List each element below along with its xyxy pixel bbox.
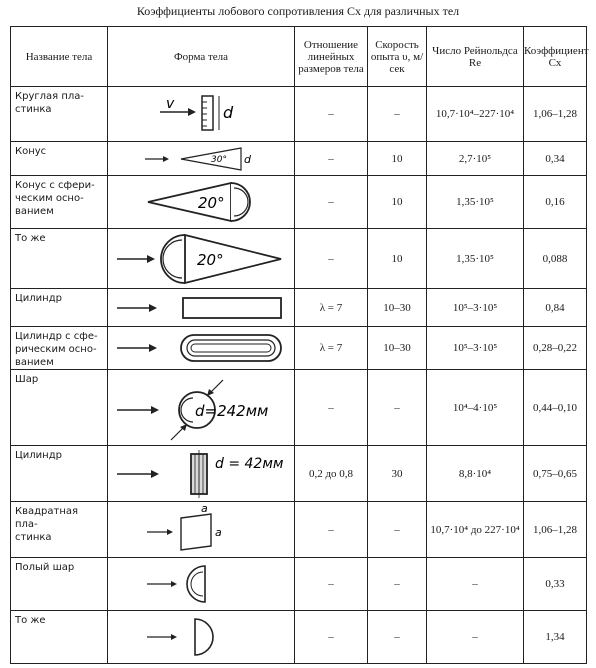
hollow-hemisphere-reversed-drawing [141,613,261,661]
angle-label: 20° [197,250,224,269]
cx-cell: 1,06–1,28 [524,87,587,142]
flow-arrowhead [151,406,159,414]
body-shape [108,87,295,142]
hollow-hemisphere-drawing [141,560,261,608]
flow-arrowhead [188,108,196,116]
diameter-label: d [244,152,251,166]
table-row [11,87,587,142]
plate [202,96,213,130]
body-shape [108,370,295,446]
header-name: Название тела [11,27,108,87]
ratio-cell: λ = 7 [295,327,368,370]
cx-cell: 0,34 [524,142,587,176]
ratio-cell: – [295,176,368,229]
cone-drawing [141,145,261,173]
table-row [11,229,587,289]
side-label: a [201,503,208,515]
table-row [11,502,587,558]
hollow-hemisphere [187,566,205,602]
angle-label: 30° [211,154,227,165]
body-name: Шар [11,370,108,446]
short-cylinder-drawing [111,448,291,500]
flow-arrowhead [171,634,177,640]
flow-arrowhead [151,470,159,478]
table-row [11,558,587,611]
cx-cell: 0,84 [524,289,587,327]
ratio-cell: – [295,611,368,664]
body-name: Круглая пла- стинка [11,87,108,142]
reynolds-cell: 1,35·10⁵ [427,176,524,229]
body-name: То же [11,229,108,289]
body-shape [108,611,295,664]
speed-cell: 10–30 [368,327,427,370]
cx-cell: 0,16 [524,176,587,229]
table-row [11,370,587,446]
reynolds-cell: – [427,558,524,611]
body-name: Квадратная пла- стинка [11,502,108,558]
table-row [11,289,587,327]
header-speed: Скорость опыта υ, м/сек [368,27,427,87]
body-name: Полый шар [11,558,108,611]
reynolds-cell: 2,7·10⁵ [427,142,524,176]
header-reynolds: Число Рейнольдса Re [427,27,524,87]
flow-arrowhead [149,304,157,312]
flow-arrowhead [171,581,177,587]
diameter-label: d = 42мм [215,455,284,472]
sphere-drawing [111,372,291,444]
body-shape [108,142,295,176]
side-label: a [215,525,222,539]
flow-arrowhead [149,344,157,352]
ratio-cell: – [295,87,368,142]
reynolds-cell: 1,35·10⁵ [427,229,524,289]
ratio-cell: 0,2 до 0,8 [295,446,368,502]
cone-spherical-base-drawing [136,179,266,225]
angle-label: 20° [198,194,225,212]
square-plate [181,514,211,550]
ratio-cell: – [295,229,368,289]
ratio-cell: – [295,370,368,446]
table-row [11,611,587,664]
cx-cell: 1,06–1,28 [524,502,587,558]
speed-cell: 10 [368,142,427,176]
speed-cell: 10 [368,176,427,229]
ratio-cell: – [295,502,368,558]
spherical-base [231,183,250,221]
header-row [11,27,587,87]
ratio-cell: λ = 7 [295,289,368,327]
body-shape [108,446,295,502]
speed-cell: – [368,87,427,142]
reynolds-cell: 10⁵–3·10⁵ [427,289,524,327]
cylinder-drawing [111,294,291,322]
reynolds-cell: 10,7·10⁴ до 227·10⁴ [427,502,524,558]
header-cx: Коэффициент Cx [524,27,587,87]
diameter-label: d=242мм [195,401,269,420]
reynolds-cell: 10⁴–4·10⁵ [427,370,524,446]
speed-cell: – [368,370,427,446]
cylinder [183,298,281,318]
reversed-cone-drawing [111,231,291,287]
speed-cell: – [368,558,427,611]
table-row [11,176,587,229]
square-plate-drawing [141,504,261,556]
body-name: Цилиндр [11,289,108,327]
table-title: Коэффициенты лобового сопротивления Cx для различных тел [136,4,460,18]
cx-cell: 0,28–0,22 [524,327,587,370]
body-name: Конус с сфери- ческим осно- ванием [11,176,108,229]
speed-cell: 10–30 [368,289,427,327]
body-shape [108,327,295,370]
body-name: То же [11,611,108,664]
body-shape [108,558,295,611]
reynolds-cell: 10,7·10⁴–227·10⁴ [427,87,524,142]
reynolds-cell: 10⁵–3·10⁵ [427,327,524,370]
speed-cell: 30 [368,446,427,502]
cx-cell: 0,44–0,10 [524,370,587,446]
reynolds-cell: – [427,611,524,664]
speed-cell: – [368,611,427,664]
diameter-label: d [223,103,234,122]
rounded-cylinder-drawing [111,331,291,365]
header-ratio: Отношение линейных размеров тела [295,27,368,87]
drag-coefficient-table [10,26,587,664]
ratio-cell: – [295,558,368,611]
speed-cell: – [368,502,427,558]
body-shape [108,502,295,558]
speed-cell: 10 [368,229,427,289]
body-shape [108,229,295,289]
body-shape [108,289,295,327]
cx-cell: 1,34 [524,611,587,664]
table-row [11,327,587,370]
body-name: Цилиндр [11,446,108,502]
cx-cell: 0,75–0,65 [524,446,587,502]
flow-arrowhead [167,529,173,535]
cx-cell: 0,088 [524,229,587,289]
reynolds-cell: 8,8·10⁴ [427,446,524,502]
body-name: Конус [11,142,108,176]
table-row [11,446,587,502]
flow-arrowhead [163,156,169,162]
cx-cell: 0,33 [524,558,587,611]
round-plate-drawing [146,90,256,138]
body-name: Цилиндр с сфе- рическим осно- ванием [11,327,108,370]
body-shape [108,176,295,229]
rounded-cylinder [181,335,281,361]
ratio-cell: – [295,142,368,176]
table-row [11,142,587,176]
header-shape: Форма тела [108,27,295,87]
hollow-hemisphere [195,619,213,655]
velocity-label: v [166,96,175,112]
flow-arrowhead [147,255,155,263]
